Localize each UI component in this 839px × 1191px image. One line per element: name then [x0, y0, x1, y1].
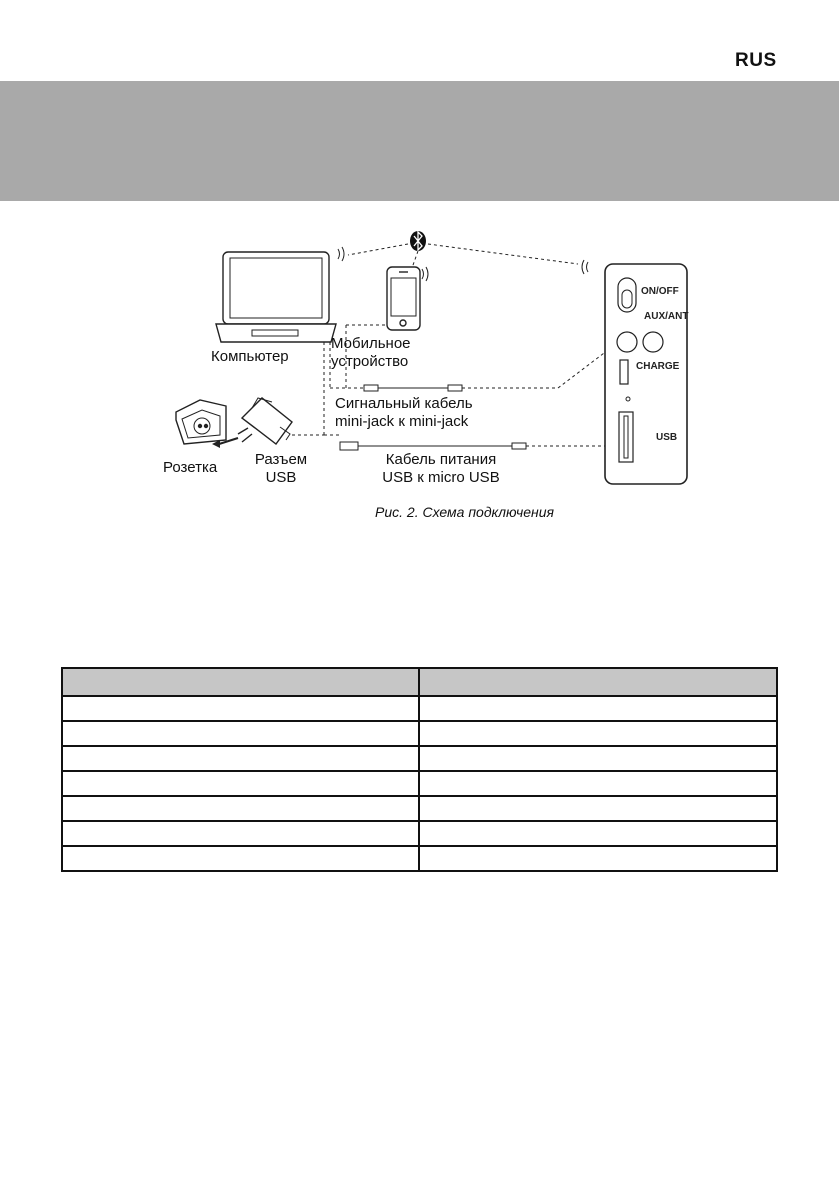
wall-socket-icon	[176, 400, 238, 448]
smartphone-icon	[387, 267, 420, 330]
mobile-label-line2: устройство	[331, 353, 409, 370]
speaker-back-panel	[605, 264, 687, 484]
computer-label: Компьютер	[211, 348, 289, 365]
spec-table	[61, 667, 778, 872]
title-band	[0, 81, 839, 201]
bluetooth-icon	[410, 231, 426, 251]
figure-caption: Рис. 2. Схема подключения	[375, 504, 554, 520]
table-header-row	[62, 668, 777, 696]
signal-cable-label-line1: Сигнальный кабель	[335, 395, 473, 412]
table-row	[62, 771, 777, 796]
power-cable-label-line1: Кабель питания	[385, 451, 497, 468]
table-row	[62, 746, 777, 771]
laptop-icon	[216, 252, 336, 342]
mobile-label-line1: Мобильное	[331, 335, 411, 352]
table-row	[62, 721, 777, 746]
table-cell	[62, 796, 419, 821]
table-row	[62, 696, 777, 721]
power-cable-label-line2: USB к micro USB	[382, 469, 500, 486]
usb-adapter-icon	[238, 398, 292, 444]
table-cell	[62, 746, 419, 771]
table-cell	[419, 821, 777, 846]
socket-label: Розетка	[163, 459, 218, 476]
usb-adapter-label-line2: USB	[265, 469, 297, 486]
connection-diagram	[150, 222, 710, 522]
table-cell	[419, 771, 777, 796]
table-cell	[419, 796, 777, 821]
table-cell	[62, 696, 419, 721]
power-cable	[340, 442, 526, 450]
on-off-label: ON/OFF	[641, 286, 679, 297]
table-cell	[419, 696, 777, 721]
usb-port-label: USB	[656, 432, 678, 443]
signal-cable	[364, 385, 462, 391]
language-label: RUS	[735, 50, 777, 71]
table-row	[62, 846, 777, 871]
usb-adapter-label-line1: Разъем	[254, 451, 308, 468]
table-cell	[62, 721, 419, 746]
table-row	[62, 796, 777, 821]
signal-cable-label-line2: mini-jack к mini-jack	[335, 413, 469, 430]
table-header-cell	[62, 668, 419, 696]
table-cell	[62, 846, 419, 871]
wireless-signal-icon	[338, 247, 588, 281]
table-cell	[62, 771, 419, 796]
table-header-cell	[419, 668, 777, 696]
table-cell	[419, 721, 777, 746]
table-cell	[419, 746, 777, 771]
table-cell	[62, 821, 419, 846]
charge-label: CHARGE	[636, 361, 680, 372]
aux-ant-label: AUX/ANT	[644, 311, 689, 322]
table-row	[62, 821, 777, 846]
table-cell	[419, 846, 777, 871]
